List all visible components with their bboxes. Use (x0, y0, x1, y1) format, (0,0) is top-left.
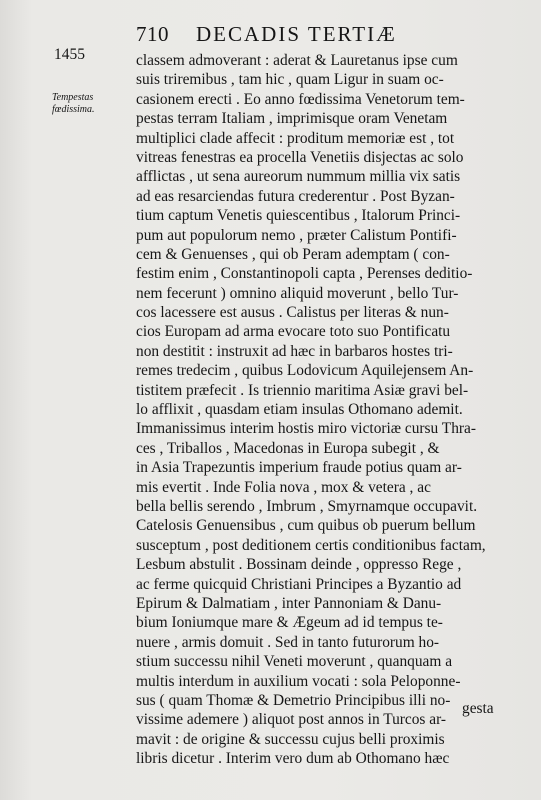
text-line: afflictas , ut sena aureorum nummum millia vix satis (136, 168, 461, 186)
text-line: casionem erecti . Eo anno fœdissima Venetorum tem- (136, 90, 465, 108)
text-line: vissime ademere ) aliquot post annos in Turcos ar- (136, 711, 447, 729)
text-line: festim enim , Constantinopoli capta , Perenses deditio- (136, 265, 473, 283)
text-line: cios Europam ad arma evocare toto suo Pontificatu (136, 323, 451, 341)
text-line: classem admoverant : aderat & Lauretanus ipse cum (136, 52, 458, 69)
marginal-note-line: Tempestas (52, 92, 94, 103)
text-line: cem & Genuenses , qui ob Peram ademptam ( con- (136, 245, 450, 263)
text-line: susceptum , post deditionem certis conditionibus factam, (136, 536, 486, 554)
running-head: DECADIS TERTIÆ (196, 22, 397, 46)
text-line: bium Ioniumque mare & Ægeum ad id tempus te- (136, 614, 443, 632)
text-line: mavit : de origine & successu cujus belli proximis (136, 730, 445, 748)
text-line: Immanissimus interim hostis miro victoriæ cursu Thra- (136, 420, 476, 438)
text-line: pum aut populorum nemo , præter Calistum Pontifi- (136, 226, 457, 244)
text-line: in Asia Trapezuntis imperium fraude potius quam ar- (136, 459, 462, 477)
text-line: ces , Triballos , Macedonas in Europa subegit , & (136, 439, 440, 457)
text-line: ac ferme quicquid Christiani Principes a Byzantio ad (136, 575, 462, 593)
text-line: vitreas fenestras ea procella Venetiis disjectas ac solo (136, 148, 464, 166)
text-line: remes tredecim , quibus Lodovicum Aquilejensem An- (136, 362, 474, 380)
text-line: tistitem præfecit . Is triennio maritima Asiæ gravi bel- (136, 381, 469, 399)
text-line: bella bellis serendo , Imbrum , Smyrnamque occupavit. (136, 497, 478, 515)
text-line: ad eas resarciendas futura crederentur . Post Byzan- (136, 187, 455, 205)
text-line: cos lacessere est ausus . Calistus per literas & nun- (136, 304, 449, 322)
text-line: lo afflixit , quasdam etiam insulas Othomano ademit. (136, 401, 463, 419)
text-line: multiplici clade affecit : proditum memoriæ est , tot (136, 129, 455, 147)
text-line: Catelosis Genuensibus , cum quibus ob puerum bellum (136, 517, 476, 535)
text-line: libris dicetur . Interim vero dum ab Othomano hæc (136, 750, 450, 768)
marginal-note (52, 92, 120, 116)
text-line: pestas terram Italiam , imprimisque oram Venetam (136, 110, 448, 128)
text-line: multis interdum in auxilium vocati : sola Peloponne- (136, 672, 461, 690)
margin-year: 1455 (54, 46, 85, 63)
text-line: Epirum & Dalmatiam , inter Pannoniam & Danu- (136, 594, 442, 612)
catchword: gesta (462, 700, 494, 717)
text-line: mis evertit . Inde Folia nova , mox & vetera , ac (136, 478, 431, 496)
body-text (136, 51, 508, 768)
text-line: stium successu nihil Veneti moverunt , quanquam a (136, 653, 453, 671)
page-number: 710 (136, 22, 169, 46)
text-line: nuere , armis domuit . Sed in tanto futurorum ho- (136, 633, 440, 651)
text-line: suis triremibus , tam hic , quam Ligur in suam oc- (136, 71, 444, 89)
text-line: non destitit : instruxit ad hæc in barbaros hostes tri- (136, 342, 453, 360)
text-line: tium captum Venetis quiescentibus , Italorum Princi- (136, 207, 461, 225)
text-line: sus ( quam Thomæ & Demetrio Principibus illi no- (136, 691, 451, 709)
text-line: nem fecerunt ) omnino aliquid moverunt , bello Tur- (136, 284, 459, 302)
marginal-note-line: fœdissima. (52, 104, 95, 115)
text-line: Lesbum abstulit . Bossinam deinde , oppresso Rege , (136, 556, 462, 574)
